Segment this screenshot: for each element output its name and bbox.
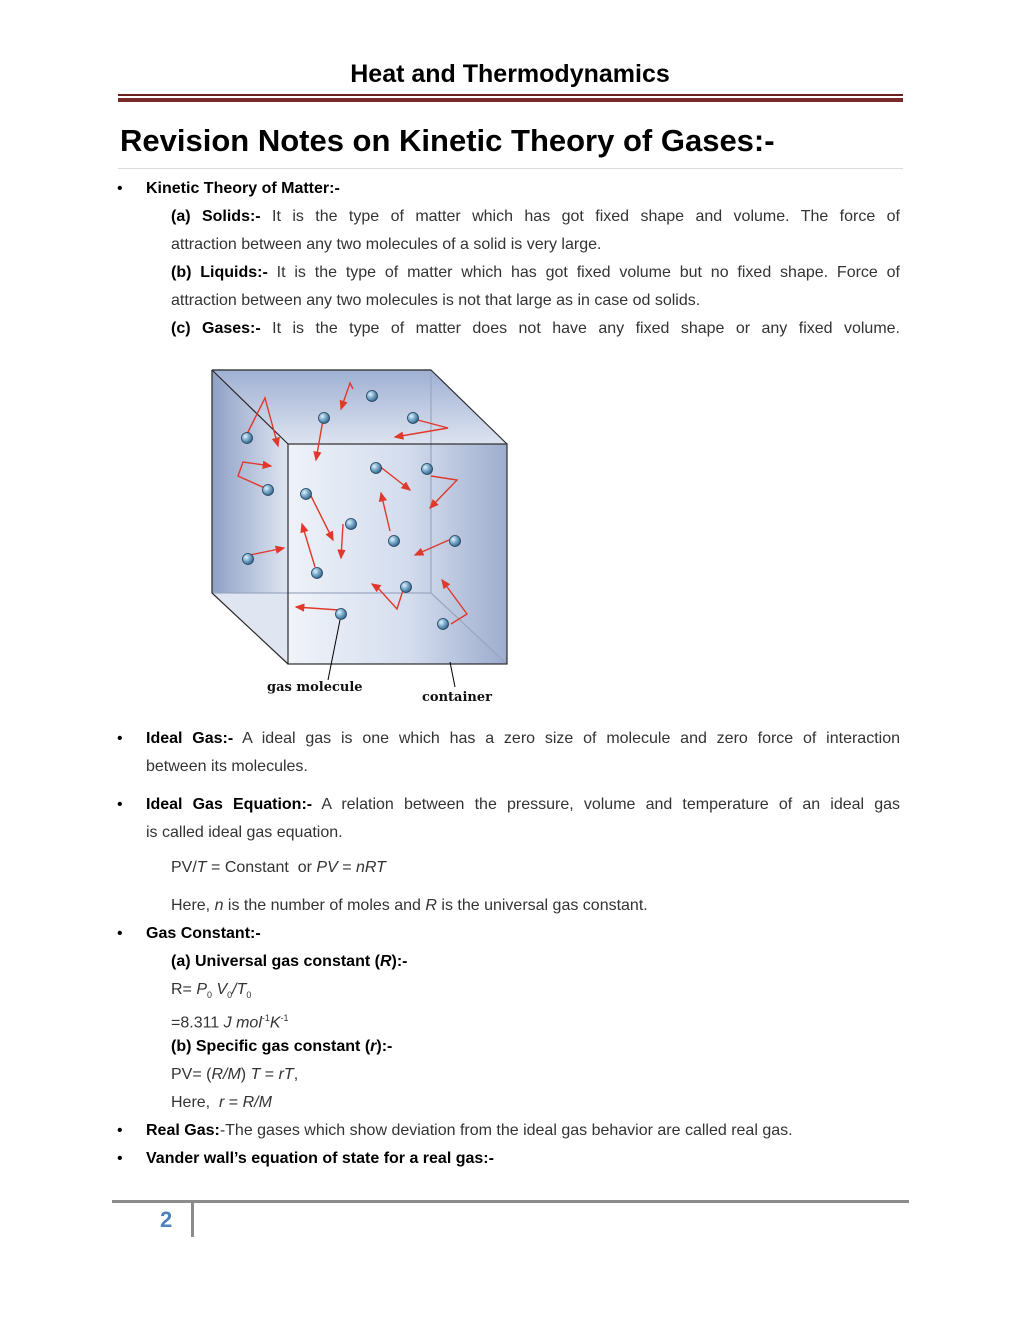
ideal-gas-equation: PV/T = Constant or PV = nRT	[171, 859, 386, 876]
ideal-eq-text: A relation between the pressure, volume and temperature of an ideal gas	[321, 796, 901, 813]
gas-molecule	[401, 582, 412, 593]
solids-label: (a) Solids:-	[171, 208, 261, 225]
gas-molecule	[389, 536, 400, 547]
ideal-eq-heading: Ideal Gas Equation:-	[146, 796, 313, 813]
specific-constant-heading: (b) Specific gas constant (r):-	[171, 1038, 393, 1055]
ideal-eq-line-2: is called ideal gas equation.	[146, 824, 343, 841]
gas-molecule	[312, 568, 323, 579]
bullet-icon: •	[117, 180, 123, 197]
bullet-icon: •	[117, 925, 123, 942]
page-number: 2	[160, 1207, 173, 1232]
bullet-icon: •	[117, 796, 123, 813]
label-container: container	[422, 690, 492, 705]
liquids-text: It is the type of matter which has got fixed volume but no fixed shape. Force of	[276, 264, 901, 281]
gas-molecule	[301, 489, 312, 500]
gas-molecule	[408, 413, 419, 424]
bullet-icon: •	[117, 1150, 123, 1167]
bullet-icon: •	[117, 730, 123, 747]
gas-molecule	[243, 554, 254, 565]
front-face	[288, 444, 507, 664]
gas-constant-heading: Gas Constant:-	[146, 925, 261, 942]
ideal-eq-here: Here, n is the number of moles and R is the universal gas constant.	[171, 897, 648, 914]
label-gas-molecule: gas molecule	[267, 680, 363, 695]
universal-constant-heading: (a) Universal gas constant (R):-	[171, 953, 408, 970]
gas-molecule	[242, 433, 253, 444]
running-header: Heat and Thermodynamics	[350, 60, 670, 88]
title-rule	[118, 168, 903, 169]
gas-container-figure	[205, 362, 515, 712]
footer-rule	[112, 1200, 909, 1203]
gases-line	[171, 319, 900, 339]
gases-text: It is the type of matter does not have any fixed shape or any fixed volume.	[272, 320, 901, 337]
universal-constant-formula: $R= P_0$ $V_0/T_0$	[171, 981, 252, 1001]
ideal-gas-line-2: between its molecules.	[146, 758, 308, 775]
ideal-gas-line-1	[146, 729, 900, 749]
vander-heading: Vander wall’s equation of state for a real gas:-	[146, 1150, 494, 1167]
ideal-eq-line-1	[146, 795, 900, 815]
gas-molecule	[263, 485, 274, 496]
gas-molecule	[450, 536, 461, 547]
liquids-line-1	[171, 263, 900, 283]
real-gas-heading: Real Gas:	[146, 1122, 220, 1139]
ideal-gas-text: A ideal gas is one which has a zero size of molecule and zero force of interaction	[242, 730, 900, 747]
specific-constant-formula: PV= (R/M) T = rT,	[171, 1066, 299, 1083]
specific-constant-here: Here, r = R/M	[171, 1094, 272, 1111]
liquids-label: (b) Liquids:-	[171, 264, 268, 281]
kinetic-heading: Kinetic Theory of Matter:-	[146, 180, 340, 197]
solids-line-1	[171, 207, 900, 227]
solids-line-2: attraction between any two molecules of a solid is very large.	[171, 236, 602, 253]
ideal-gas-heading: Ideal Gas:-	[146, 730, 234, 747]
real-gas-text: -The gases which show deviation from the ideal gas behavior are called real gas.	[219, 1122, 793, 1139]
gases-label: (c) Gases:-	[171, 320, 261, 337]
liquids-line-2: attraction between any two molecules is not that large as in case od solids.	[171, 292, 701, 309]
gas-molecule	[319, 413, 330, 424]
footer-bar	[191, 1203, 194, 1237]
universal-constant-value: =8.311 J $mol^{-1}K^{-1}$	[171, 1013, 289, 1032]
gas-molecule	[438, 619, 449, 630]
real-gas-line	[146, 1121, 793, 1141]
bullet-icon: •	[117, 1122, 123, 1139]
gas-molecule	[336, 609, 347, 620]
solids-text: It is the type of matter which has got fixed shape and volume. The force of	[272, 208, 900, 225]
gas-molecule	[367, 391, 378, 402]
page-title: Revision Notes on Kinetic Theory of Gases:-	[120, 123, 775, 158]
gas-molecule	[422, 464, 433, 475]
gas-molecule	[371, 463, 382, 474]
gas-molecule	[346, 519, 357, 530]
